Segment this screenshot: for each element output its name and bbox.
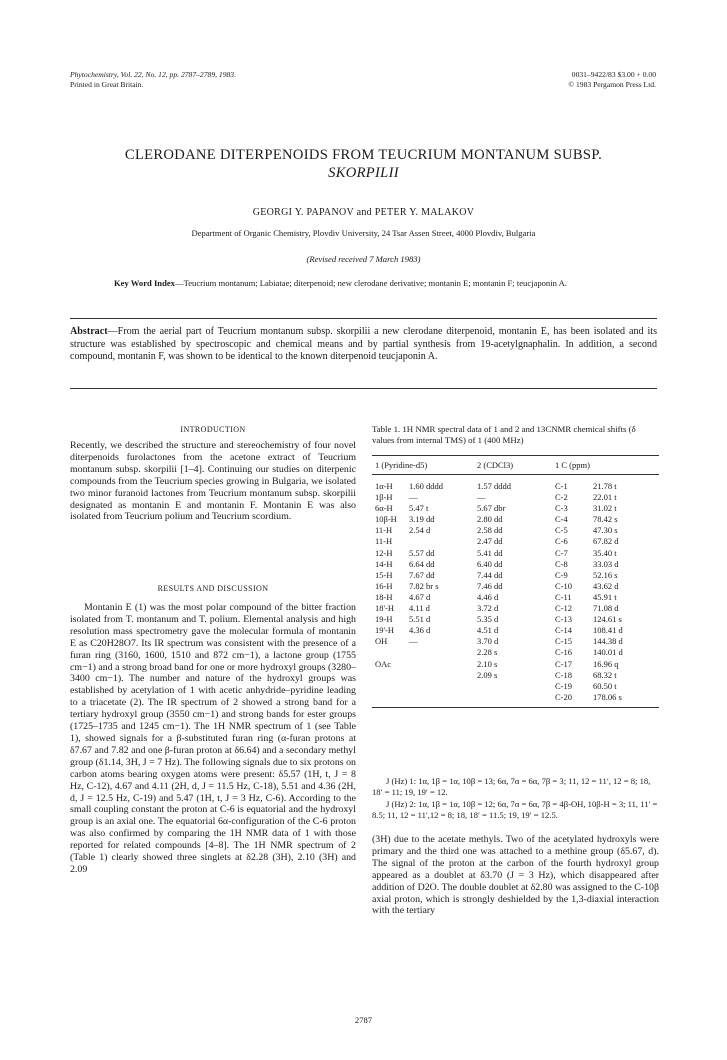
table-row [372,503,659,514]
proton-label: 1β-H [375,492,393,503]
shift-compound-2: 1.57 dddd [477,481,511,491]
carbon-label: C-6 [555,536,568,547]
results-text [70,602,356,876]
shift-compound-1 [409,670,477,681]
proton-label: 19-H [375,614,393,625]
shift-compound-2: 5.35 d [477,614,499,625]
keywords-text: —Teucrium montanum; Labiatae; diterpenoid; new clerodane derivative; montanin E; montanin F; teucjaponin A. [174,278,567,288]
shift-compound-2: 5.67 dbr [477,503,506,514]
shift-compound-2: 5.41 dd [477,547,503,558]
table-row [372,559,659,570]
table-row [372,692,659,703]
table-row [372,570,659,581]
nmr-table-wrapper [372,455,659,708]
proton-label [372,647,409,658]
proton-label: 14-H [375,558,393,569]
shift-compound-2: 2.10 s [477,658,498,669]
shift-compound-1: 4.11 d [409,603,430,614]
table-row [372,525,659,536]
proton-label: OH [375,636,388,647]
carbon-shift: 60.50 t [593,680,617,691]
table-row [372,625,659,636]
carbon-shift: 78.42 s [593,514,618,525]
table-bottom-rule [372,707,659,708]
abstract [70,326,657,364]
table-row [372,481,659,492]
results-heading: RESULTS AND DISCUSSION [157,584,269,593]
carbon-shift: 31.02 t [593,503,617,514]
carbon-shift: 47.30 s [593,525,618,536]
proton-label: 18'-H [375,603,395,614]
carbon-label: C-20 [555,691,572,702]
col-header-1: 1 (Pyridine-d5) [375,460,428,470]
shift-compound-2: 4.51 d [477,625,499,636]
col-header-2: 2 (CDCl3) [477,460,514,470]
printed-notice: Printed in Great Britain. [70,80,144,89]
proton-label: 12-H [375,547,393,558]
shift-compound-2: 3.70 d [477,636,499,647]
shift-compound-1: 7.67 dd [409,569,435,580]
carbon-label: C-17 [555,658,572,669]
table-note-2: J (Hz) 2: 1α, 1β = 1α, 10β = 12; 6α, 7α = 6α, 7β = 4β-OH, 10β-H = 3; 11, 11′ = 8.5; 11, 12 = 11′,12 = 8; 18, 18′ = 11.5; 19, 19′ = 12.5. [372,798,658,821]
shift-compound-1: 3.19 dd [409,514,435,525]
nmr-table-body [372,481,659,703]
proton-label: 19'-H [375,625,395,636]
shift-compound-1: — [409,492,418,503]
proton-label [372,670,409,681]
paper-title [40,146,687,182]
shift-compound-1 [409,536,477,547]
keywords-label: Key Word Index [114,278,175,288]
shift-compound-1: 6.64 dd [409,558,435,569]
right-paragraph: (3H) due to the acetate methyls. Two of the acetylated hydroxyls were primary and the third one was attached to a methine group (δ5.67, d). The signal of the proton at the carbon of the fourth hydroxyl group appeared as a doublet at δ3.70 (J = 3 Hz), which disappeared after addition of D2O. The double doublet at δ2.80 was assigned to the C-10β axial proton, which is strongly deshielded by the 1,3-diaxial interaction with the tertiary [372,834,659,917]
abstract-top-rule [70,318,657,319]
abstract-label: Abstract [70,326,108,337]
carbon-shift: 67.82 d [593,536,619,547]
carbon-label: C-15 [555,636,572,647]
carbon-label: C-11 [555,591,572,602]
shift-compound-1: 7.82 br s [409,580,439,591]
table-row [372,647,659,658]
carbon-shift: 43.62 d [593,580,619,591]
table-row [372,659,659,670]
authors: GEORGI Y. PAPANOV and PETER Y. MALAKOV [252,207,475,218]
title-line-1: CLERODANE DITERPENOIDS FROM TEUCRIUM MONTANUM SUBSP. [124,147,603,163]
table-row [372,581,659,592]
shift-compound-2: 2.58 dd [477,525,503,536]
carbon-label: C-3 [555,503,568,514]
table-row [372,592,659,603]
proton-label: 6α-H [375,503,393,514]
carbon-shift: 21.78 t [593,481,617,491]
col-header-3: 1 C (ppm) [555,460,590,470]
affiliation: Department of Organic Chemistry, Plovdiv University, 24 Tsar Assen Street, 4000 Plovdiv, Bulgaria [191,228,536,238]
proton-label: 16-H [375,580,393,591]
carbon-label: C-19 [555,680,572,691]
carbon-label: C-10 [555,580,572,591]
carbon-label: C-5 [555,525,568,536]
shift-compound-1: 4.67 d [409,591,431,602]
proton-label: 18-H [375,591,393,602]
carbon-shift: 16.96 q [593,658,619,669]
abstract-text: —From the aerial part of Teucrium montanum subsp. skorpilii a new clerodane diterpenoid, montanin E, has been isolated and its structure was established by spectroscopic and chemical means and by partial synthesis from 19-acetylgnaphalin. In addition, a second compound, montanin F, was shown to be identical to the known diterpenoid teucjaponin A. [70,326,657,363]
table-row [372,548,659,559]
shift-compound-2: — [477,492,486,503]
carbon-shift: 124.61 s [593,614,622,625]
carbon-label: C-7 [555,547,568,558]
shift-compound-2: 7.46 dd [477,580,503,591]
table-row [372,636,659,647]
carbon-label: C-13 [555,614,572,625]
carbon-label: C-1 [555,481,568,491]
proton-label [372,681,409,692]
nmr-table-header [372,455,659,475]
shift-compound-1: 2.54 d [409,525,431,536]
shift-compound-1 [409,692,477,703]
shift-compound-1: — [409,636,418,647]
carbon-label: C-12 [555,603,572,614]
carbon-shift: 45.91 t [593,591,617,602]
keywords [114,278,639,289]
right-column-text [372,834,659,917]
article-code: 0031–9422/83 $3.00 + 0.00 [571,70,656,79]
shift-compound-2 [477,681,555,692]
shift-compound-2: 7.44 dd [477,569,503,580]
shift-compound-2: 2.47 dd [477,536,503,547]
proton-label: 1α-H [375,481,393,491]
table-note-1: J (Hz) 1: 1α, 1β = 1α, 10β = 13; 6α, 7α = 6α, 7β = 3; 11, 12 = 11′, 12 = 8; 18, 18′ = 11; 19, 19′ = 12. [372,776,651,798]
shift-compound-2: 4.46 d [477,591,499,602]
shift-compound-2: 3.72 d [477,603,499,614]
shift-compound-1: 1.60 dddd [409,481,443,491]
shift-compound-1 [409,681,477,692]
carbon-shift: 144.38 d [593,636,623,647]
proton-label [372,692,409,703]
proton-label: 10β-H [375,514,397,525]
shift-compound-1 [409,659,477,670]
shift-compound-2: 2.80 dd [477,514,503,525]
proton-label: 11-H [375,525,393,536]
carbon-shift: 178.06 s [593,691,622,702]
shift-compound-2: 2.09 s [477,669,498,680]
proton-label: 11-H [375,536,393,547]
table-notes [372,776,659,822]
carbon-shift: 33.03 d [593,558,619,569]
carbon-shift: 35.40 t [593,547,617,558]
running-header-left [70,70,236,90]
carbon-label: C-9 [555,569,568,580]
table-row [372,514,659,525]
proton-label: OAc [375,658,392,669]
carbon-label: C-8 [555,558,568,569]
shift-compound-1: 5.57 dd [409,547,435,558]
shift-compound-1: 5.47 t [409,503,429,514]
results-paragraph: Montanin E (1) was the most polar compound of the bitter fraction isolated from T. montanum and T. polium. Elemental analysis and high resolution mass spectrometry gave the molecular formula of montanin E as C20H28O7. Its IR spectrum was consistent with the presence of a furan ring (3160, 1600, 1510 and 872 cm−1), a lactone group (1755 cm−1) and a strong broad band for one or more hydroxyl groups (3280–3400 cm−1). The number and nature of the hydroxyl groups was established by acetylation of 1 with acetic anhydride–pyridine leading to a triacetate (2). The IR spectrum of 2 showed a strong band for a tertiary hydroxyl group (3550 cm−1) and strong bands for ester groups (1725–1735 and 1245 cm−1). The 1H NMR spectrum of 1 (see Table 1), showed signals for a β-substituted furan ring (α-furan protons at δ7.67 and 7.82 and one β-furan proton at δ6.64) and a secondary methyl group (δ1.14, 3H, J = 7 Hz). The following signals due to six protons on carbon atoms bearing oxygen atoms were present: δ5.57 (1H, t, J = 8 Hz, C-12), 4.67 and 4.11 (2H, d, J = 11.5 Hz, C-18), 5.51 and 4.36 (2H, d, J = 12.5 Hz, C-19) and 5.47 (1H, t, J = 3 Hz, C-6). According to the small coupling constant the proton at C-6 is equatorial and the hydroxyl group is an axial one. The equatorial 6α-configuration of the C-6 proton was also confirmed by comparing the 1H NMR data of 1 with those reported for related compounds [4–8]. The 1H NMR spectrum of 2 (Table 1) clearly showed three singlets at δ2.28 (3H), 2.10 (3H) and 2.09 [70,602,356,875]
carbon-label: C-2 [555,492,568,503]
carbon-label: C-16 [555,647,572,658]
table-row [372,614,659,625]
carbon-label: C-18 [555,669,572,680]
shift-compound-2: 2.28 s [477,647,498,658]
table-caption: Table 1. 1H NMR spectral data of 1 and 2 and 13CNMR chemical shifts (δ values from internal TMS) of 1 (400 MHz) [372,424,636,445]
shift-compound-1: 4.36 d [409,625,431,636]
copyright: © 1983 Pergamon Press Ltd. [568,80,656,89]
running-header-right [568,70,656,90]
table-row [372,670,659,681]
carbon-shift: 71.08 d [593,603,619,614]
title-line-2: SKORPILII [328,165,399,181]
table-row [372,681,659,692]
page-number: 2787 [354,1015,373,1025]
intro-text [70,440,356,523]
shift-compound-1: 5.51 d [409,614,431,625]
carbon-shift: 140.01 d [593,647,623,658]
intro-heading: INTRODUCTION [180,425,246,434]
table-row [372,603,659,614]
abstract-bottom-rule [70,388,657,389]
carbon-label: C-4 [555,514,568,525]
table-row [372,492,659,503]
carbon-shift: 68.32 t [593,669,617,680]
carbon-shift: 108.41 d [593,625,623,636]
carbon-shift: 22.01 t [593,492,617,503]
table-row [372,536,659,547]
revised-date: (Revised received 7 March 1983) [306,254,421,264]
shift-compound-1 [409,647,477,658]
carbon-label: C-14 [555,625,572,636]
intro-paragraph: Recently, we described the structure and stereochemistry of four novel diterpenoids furolactones from the acetone extract of Teucrium montanum subsp. skorpilii [1–4]. Continuing our studies on diterpenic compounds from the Teucrium species growing in Bulgaria, we isolated two minor furanoid lactones from Teucrium montanum subsp. skorpilii designated as montanin E and montanin F. Montanin E was also isolated from Teucrium polium and Teucrium scordium. [70,440,356,523]
shift-compound-2 [477,692,555,703]
proton-label: 15-H [375,569,393,580]
journal-citation: Phytochemistry, Vol. 22, No. 12, pp. 2787–2789, 1983. [70,70,236,79]
carbon-shift: 52.16 s [593,569,618,580]
shift-compound-2: 6.40 dd [477,558,503,569]
